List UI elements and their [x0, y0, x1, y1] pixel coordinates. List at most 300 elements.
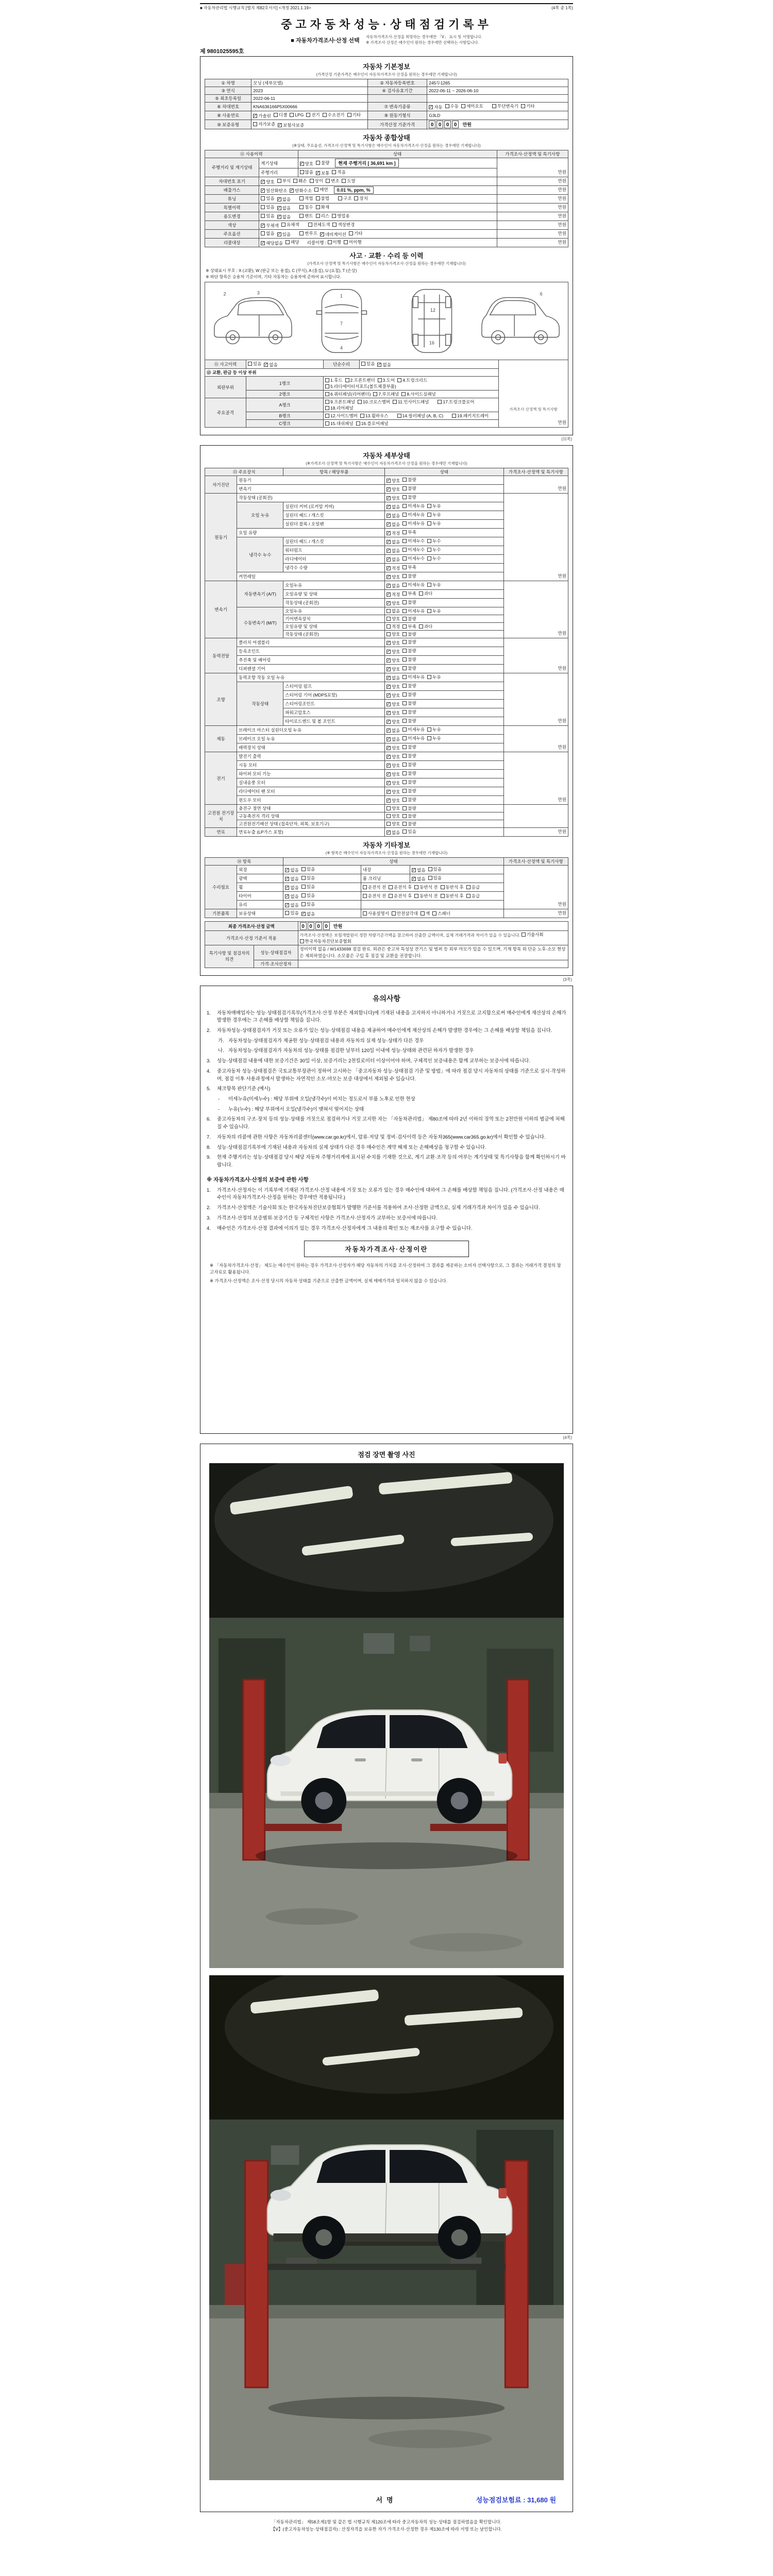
- checkbox-option[interactable]: [373, 391, 399, 397]
- checkbox-option[interactable]: [261, 204, 274, 210]
- checkbox-option[interactable]: [402, 761, 416, 768]
- checkbox-option[interactable]: [261, 179, 274, 185]
- amount-cell: 만원: [497, 230, 568, 239]
- checkbox-option[interactable]: [389, 884, 412, 890]
- field-label: ⑨ 원동기형식: [367, 111, 427, 120]
- checkbox-option[interactable]: [466, 884, 480, 890]
- device-label: 주요옵션: [205, 230, 259, 239]
- checkbox-option[interactable]: [386, 829, 400, 836]
- checkbox-option[interactable]: [452, 413, 489, 419]
- checkbox-option[interactable]: [402, 718, 416, 724]
- checkbox-option[interactable]: [402, 709, 416, 715]
- checkbox-label: 미이행: [348, 240, 362, 245]
- checkbox-option[interactable]: [386, 762, 400, 769]
- accident-title: 사고 · 교환 · 수리 등 이력: [349, 252, 424, 260]
- checkbox-option[interactable]: [277, 205, 291, 211]
- notice-item-text: 자동차매매업자는 성능·상태점검기록부(가격조사·산정 부분은 제외합니다)에 기재된 내용을 고지하지 아니하거나 거짓으로 고지함으로써 매수인에게 재산상의 손해가 발생한 경우에는 그 손해를 배상할 책임을 집니다.: [217, 1010, 566, 1024]
- checkbox-option[interactable]: [402, 608, 425, 614]
- checkbox-option[interactable]: [412, 876, 425, 882]
- checkbox-option[interactable]: [285, 867, 298, 873]
- item-label: 작동상태 (공회전): [237, 494, 385, 502]
- state-cell: [259, 204, 497, 212]
- item-label: 충전구 절연 상태: [237, 805, 385, 812]
- checkbox-option[interactable]: [386, 530, 400, 536]
- checkbox-label: 없음: [290, 868, 299, 873]
- item-label: 룸 크리닝: [361, 874, 410, 883]
- checkbox-option[interactable]: [389, 893, 412, 899]
- checkbox-option[interactable]: [402, 828, 416, 835]
- checkbox-option[interactable]: [325, 391, 371, 397]
- checkbox-icon: [402, 556, 407, 561]
- checkbox-icon: [356, 421, 360, 426]
- checkbox-option[interactable]: [363, 910, 389, 917]
- checkbox-icon: [419, 591, 423, 596]
- checkbox-option[interactable]: [427, 582, 441, 588]
- checkbox-option[interactable]: [402, 573, 416, 579]
- checkbox-option[interactable]: [277, 214, 291, 220]
- checkbox-option[interactable]: [402, 503, 425, 509]
- checkbox-option[interactable]: [386, 805, 400, 811]
- checkbox-icon: ✓: [261, 223, 265, 228]
- car-top-view-diagram: [298, 285, 385, 357]
- checkbox-option[interactable]: [386, 583, 400, 589]
- checkbox-option[interactable]: [386, 478, 400, 484]
- checkbox-option[interactable]: [397, 377, 427, 383]
- checkbox-option[interactable]: [306, 112, 320, 118]
- checkbox-icon: [299, 231, 304, 235]
- checkbox-option[interactable]: [290, 188, 312, 194]
- checkbox-option[interactable]: [412, 867, 425, 873]
- checkbox-option[interactable]: [386, 608, 400, 614]
- checkbox-option[interactable]: [441, 884, 464, 890]
- checkbox-option[interactable]: [386, 521, 400, 528]
- checkbox-option[interactable]: [253, 121, 275, 127]
- checkbox-icon: ✓: [386, 745, 391, 750]
- checkbox-option[interactable]: [386, 504, 400, 510]
- checkbox-option[interactable]: [281, 222, 299, 228]
- checkbox-option[interactable]: [402, 547, 425, 553]
- checkbox-option[interactable]: [461, 103, 483, 109]
- checkbox-option[interactable]: [323, 112, 345, 118]
- checkbox-option[interactable]: [349, 230, 362, 236]
- checkbox-option[interactable]: [402, 753, 416, 759]
- checkbox-option[interactable]: [332, 222, 355, 228]
- notice-item-text: 매수인은 가격조사·산정 결과에 이의가 있는 경우 가격조사·산정자에게 그 내용의 확인 또는 재조사를 요구할 수 있습니다.: [217, 1225, 473, 1231]
- checkbox-option[interactable]: [427, 503, 441, 509]
- amount-cell: 만원: [497, 239, 568, 247]
- checkbox-option[interactable]: [402, 494, 416, 500]
- notice-item-number: 2.: [207, 1027, 211, 1033]
- checkbox-option[interactable]: [320, 231, 346, 238]
- item-label: 휠: [237, 883, 283, 892]
- checkbox-option[interactable]: [277, 196, 291, 202]
- car-name-value: 모닝 (세부모델): [251, 79, 368, 87]
- notice-item: [207, 1010, 566, 1025]
- checkbox-option[interactable]: [285, 239, 299, 245]
- checkbox-option[interactable]: [360, 413, 389, 419]
- checkbox-option[interactable]: [427, 555, 441, 562]
- checkbox-option[interactable]: [358, 399, 390, 405]
- checkbox-option[interactable]: [445, 103, 459, 109]
- checkbox-option[interactable]: [402, 538, 425, 544]
- checkbox-option[interactable]: [402, 813, 416, 819]
- table-row: [205, 195, 568, 204]
- checkbox-option[interactable]: [386, 666, 400, 672]
- checkbox-option[interactable]: [325, 377, 343, 383]
- checkbox-label: 19.패키지트레이: [457, 413, 489, 418]
- checkbox-option[interactable]: [402, 744, 416, 750]
- checkbox-option[interactable]: [402, 770, 416, 776]
- checkbox-option[interactable]: [521, 103, 534, 109]
- note-box: 0.01 %, ppm, %: [334, 187, 374, 194]
- footer-line-2: 【Ⅴ】(중고자동차성능·상태점검자) : 산정자격을 보유한 자가 가격조사·산정한 경우 제130조에 따라 서명 또는 날인합니다.: [271, 2526, 502, 2532]
- checkbox-option[interactable]: [402, 631, 416, 637]
- item-label: 변속기: [237, 485, 385, 494]
- checkbox-option[interactable]: [414, 884, 438, 890]
- car-damage-diagram: [205, 282, 568, 360]
- checkbox-option[interactable]: [301, 884, 315, 890]
- checkbox-option[interactable]: [332, 169, 345, 175]
- checkbox-option[interactable]: [386, 754, 400, 760]
- checkbox-option[interactable]: [386, 631, 400, 637]
- checkbox-option[interactable]: [363, 884, 386, 890]
- checkbox-option[interactable]: [402, 656, 416, 663]
- checkbox-icon: ✓: [386, 548, 391, 553]
- field-label: ② 자동차등록번호: [367, 79, 427, 87]
- checkbox-option[interactable]: [386, 616, 400, 622]
- checkbox-option[interactable]: [402, 779, 416, 785]
- checkbox-option[interactable]: [301, 911, 315, 917]
- item-label: 스티어링조인트: [283, 700, 385, 708]
- checkbox-option[interactable]: [278, 122, 304, 128]
- checkbox-option[interactable]: [314, 187, 328, 193]
- checkbox-option[interactable]: [316, 213, 329, 219]
- checkbox-option[interactable]: [402, 683, 416, 689]
- checkbox-option[interactable]: [285, 902, 298, 908]
- checkbox-option[interactable]: [393, 399, 429, 405]
- checkbox-option[interactable]: [386, 710, 400, 716]
- price-unit: 만원: [462, 122, 472, 127]
- checkbox-option[interactable]: [277, 231, 291, 238]
- checkbox-option[interactable]: [402, 821, 416, 827]
- checkbox-option[interactable]: [354, 195, 367, 201]
- checkbox-option[interactable]: [261, 195, 274, 201]
- checkbox-option[interactable]: [277, 178, 291, 184]
- checkbox-option[interactable]: [361, 361, 375, 367]
- checkbox-option[interactable]: [325, 405, 354, 411]
- checkbox-option[interactable]: [293, 178, 307, 184]
- checkbox-option[interactable]: [402, 599, 416, 605]
- checkbox-option[interactable]: [419, 590, 432, 597]
- checkbox-option[interactable]: [386, 684, 400, 690]
- checkbox-icon: [325, 414, 329, 418]
- checkbox-icon: ✓: [261, 188, 265, 193]
- checkbox-option[interactable]: [386, 771, 400, 777]
- checkbox-icon: ✓: [316, 171, 320, 175]
- checkbox-option[interactable]: [386, 486, 400, 493]
- checkbox-option[interactable]: [386, 649, 400, 655]
- checkbox-option[interactable]: [402, 648, 416, 654]
- checkbox-icon: ✓: [285, 903, 289, 907]
- checkbox-option[interactable]: [402, 674, 425, 680]
- checkbox-option[interactable]: [419, 623, 432, 630]
- price-basis-label: 가격조사·산정 기준서 적용: [205, 931, 298, 945]
- state-cell: [384, 761, 503, 770]
- legend-line-2: ※ 하단 항목은 승용차 기준이며, 기타 자동차는 승용차에 준하여 표시합니다.: [206, 275, 341, 279]
- checkbox-option[interactable]: [316, 204, 329, 210]
- checkbox-option[interactable]: [386, 495, 400, 501]
- checkbox-label: 불량: [408, 616, 416, 621]
- checkbox-option[interactable]: [386, 640, 400, 646]
- checkbox-icon: ✓: [386, 789, 391, 794]
- checkbox-option[interactable]: [466, 893, 480, 899]
- checkbox-option[interactable]: [299, 204, 313, 210]
- checkbox-option[interactable]: [325, 420, 354, 427]
- checkbox-option[interactable]: [344, 239, 362, 245]
- item-label: 워터펌프: [283, 546, 385, 555]
- checkbox-option[interactable]: [492, 103, 518, 109]
- checkbox-icon: ✓: [290, 188, 294, 193]
- checkbox-option[interactable]: [378, 377, 395, 383]
- checkbox-option[interactable]: [401, 391, 435, 397]
- checkbox-option[interactable]: [326, 178, 339, 184]
- checkbox-option[interactable]: [386, 798, 400, 804]
- checkbox-icon: [386, 617, 391, 621]
- checkbox-label: 불량: [408, 683, 416, 688]
- checkbox-option[interactable]: [386, 821, 400, 827]
- checkbox-option[interactable]: [421, 910, 430, 917]
- checkbox-option[interactable]: [402, 623, 416, 630]
- table-header-row: [205, 150, 568, 158]
- checkbox-option[interactable]: [261, 223, 279, 229]
- checkbox-option[interactable]: [402, 555, 425, 562]
- checkbox-label: 동반석 후: [445, 893, 464, 899]
- checkbox-option[interactable]: [386, 591, 400, 598]
- checkbox-icon: [308, 223, 312, 227]
- checkbox-option[interactable]: [301, 892, 315, 899]
- checkbox-icon: [349, 231, 353, 235]
- checkbox-option[interactable]: [300, 938, 351, 944]
- checkbox-option[interactable]: [386, 745, 400, 751]
- checkbox-icon: [522, 933, 526, 937]
- checkbox-option[interactable]: [248, 361, 261, 367]
- checkbox-icon: ✓: [386, 504, 391, 509]
- checkbox-icon: ✓: [386, 754, 391, 759]
- checkbox-option[interactable]: [301, 901, 315, 907]
- checkbox-option[interactable]: [386, 727, 400, 734]
- checkbox-icon: ✓: [277, 197, 281, 201]
- checkbox-option[interactable]: [345, 377, 375, 383]
- state-cell: [384, 537, 503, 546]
- checkbox-icon: ✓: [386, 781, 391, 785]
- accident-history-label: ⑪ 사고이력: [205, 360, 246, 369]
- checkbox-option[interactable]: [316, 195, 329, 201]
- checkbox-option[interactable]: [402, 796, 416, 803]
- checkbox-option[interactable]: [392, 910, 418, 917]
- checkbox-option[interactable]: [386, 574, 400, 580]
- checkbox-option[interactable]: [427, 608, 441, 614]
- checkbox-option[interactable]: [386, 736, 400, 742]
- checkbox-option[interactable]: [386, 600, 400, 606]
- checkbox-option[interactable]: [386, 565, 400, 571]
- checkbox-option[interactable]: [274, 112, 287, 118]
- item-label: 스티어링 기어 (MDPS포함): [283, 691, 385, 700]
- checkbox-label: 이행: [332, 240, 341, 245]
- checkbox-option[interactable]: [402, 512, 425, 518]
- checkbox-option[interactable]: [325, 413, 358, 419]
- checkbox-option[interactable]: [402, 529, 416, 535]
- checkbox-option[interactable]: [427, 547, 441, 553]
- checkbox-option[interactable]: [325, 383, 396, 389]
- checkbox-option[interactable]: [522, 931, 544, 938]
- checkbox-option[interactable]: [414, 893, 438, 899]
- checkbox-option[interactable]: [402, 700, 416, 706]
- checkbox-option[interactable]: [427, 726, 441, 733]
- checkbox-option[interactable]: [402, 735, 425, 741]
- checkbox-option[interactable]: [427, 520, 441, 527]
- checkbox-icon: [299, 196, 304, 200]
- checkbox-icon: [386, 632, 391, 636]
- checkbox-option[interactable]: [300, 169, 313, 175]
- checkbox-option[interactable]: [402, 485, 416, 492]
- checkbox-option[interactable]: [261, 240, 283, 246]
- checkbox-label: 양호: [391, 632, 400, 637]
- checkbox-option[interactable]: [325, 399, 355, 405]
- checkbox-option[interactable]: [285, 885, 298, 891]
- checkbox-label: 자동: [434, 105, 443, 110]
- checkbox-option[interactable]: [427, 735, 441, 741]
- checkbox-option[interactable]: [386, 780, 400, 786]
- checkbox-option[interactable]: [308, 222, 330, 228]
- state-cell: [361, 909, 503, 918]
- amount-cell: 만원: [503, 909, 568, 918]
- checkbox-option[interactable]: [402, 564, 416, 570]
- checkbox-option[interactable]: [402, 590, 416, 597]
- checkbox-option[interactable]: [402, 639, 416, 645]
- checkbox-option[interactable]: [285, 893, 298, 900]
- checkbox-option[interactable]: [386, 813, 400, 819]
- checkbox-icon: [378, 378, 382, 382]
- checkbox-icon: [402, 684, 407, 688]
- checkbox-option[interactable]: [342, 178, 355, 184]
- checkbox-option[interactable]: [316, 170, 329, 176]
- checkbox-option[interactable]: [332, 213, 350, 219]
- checkbox-icon: ✓: [264, 362, 268, 367]
- checkbox-label: 양호: [305, 161, 313, 166]
- checkbox-label: 훼손: [298, 178, 307, 183]
- checkbox-option[interactable]: [427, 512, 441, 518]
- checkbox-option[interactable]: [261, 188, 287, 194]
- checkbox-option[interactable]: [386, 539, 400, 545]
- checkbox-label: 12.사이드멤버: [330, 413, 358, 418]
- checkbox-option[interactable]: [432, 910, 450, 917]
- checkbox-option[interactable]: [402, 726, 425, 733]
- checkbox-option[interactable]: [429, 104, 442, 110]
- checkbox-option[interactable]: [386, 556, 400, 563]
- checkbox-option[interactable]: [386, 548, 400, 554]
- checkbox-option[interactable]: [261, 230, 274, 236]
- checkbox-icon: [386, 822, 391, 826]
- checkbox-option[interactable]: [328, 239, 341, 245]
- checkbox-option[interactable]: [290, 112, 304, 117]
- checkbox-option[interactable]: [301, 866, 315, 872]
- checkbox-option[interactable]: [299, 195, 313, 201]
- checkbox-option[interactable]: [386, 657, 400, 664]
- table-row: [205, 476, 568, 485]
- checkbox-option[interactable]: [397, 413, 444, 419]
- detail-subtitle: (※가격조사·산정액 및 특기사항은 매수인이 자동차가격조사·산정을 원하는 경우에만 기재합니다): [306, 461, 467, 466]
- checkbox-option[interactable]: [316, 160, 329, 166]
- checkbox-label: 부족: [408, 530, 416, 535]
- checkbox-option[interactable]: [301, 875, 315, 881]
- checkbox-icon: [466, 885, 470, 889]
- checkbox-label: 보통: [321, 171, 330, 176]
- notice-item-text: 중고자동차의 구조·장치 등의 성능·상태를 거짓으로 점검하거나 거짓 고지한 자는 「자동차관리법」 제80조에 따라 2년 이하의 징역 또는 2천만원 이하의 벌금에 처해질 수 있습니다.: [217, 1116, 565, 1130]
- checkbox-option[interactable]: [402, 788, 416, 794]
- checkbox-label: 양호: [266, 179, 275, 184]
- checkbox-option[interactable]: [363, 893, 386, 899]
- checkbox-option[interactable]: [402, 520, 425, 527]
- checkbox-option[interactable]: [386, 701, 400, 707]
- checkbox-label: 14.필러패널 (A, B, C): [402, 413, 444, 418]
- checkbox-option[interactable]: [402, 691, 416, 698]
- checkbox-option[interactable]: [386, 675, 400, 681]
- checkbox-label: 10.크로스멤버: [363, 399, 391, 404]
- price-digit-boxes: [429, 122, 460, 127]
- checkbox-option[interactable]: [427, 538, 441, 544]
- checkbox-label: 한국자동차진단보증협회: [305, 939, 351, 944]
- checkbox-option[interactable]: [299, 213, 313, 219]
- checkbox-option[interactable]: [338, 195, 351, 201]
- checkbox-option[interactable]: [264, 362, 277, 368]
- checkbox-option[interactable]: [356, 420, 389, 427]
- checkbox-option[interactable]: [347, 112, 361, 118]
- checkbox-icon: [393, 400, 397, 404]
- checkbox-option[interactable]: [285, 910, 298, 916]
- checkbox-option[interactable]: [402, 665, 416, 671]
- item-label: 기어변속장치: [283, 615, 385, 623]
- checkbox-option[interactable]: [386, 692, 400, 699]
- checkbox-option[interactable]: [386, 623, 400, 630]
- checkbox-option[interactable]: [427, 674, 441, 680]
- checkbox-option[interactable]: [386, 789, 400, 795]
- checkbox-option[interactable]: [402, 582, 425, 588]
- checkbox-option[interactable]: [438, 399, 474, 405]
- checkbox-option[interactable]: [300, 161, 313, 167]
- state-cell: [384, 572, 503, 581]
- checkbox-label: 누유: [432, 727, 441, 732]
- checkbox-option[interactable]: [253, 113, 271, 119]
- checkbox-option[interactable]: [299, 230, 317, 236]
- checkbox-option[interactable]: [402, 805, 416, 811]
- item-label: 디퍼렌셜 기어: [237, 665, 385, 673]
- notice-item: [207, 1047, 566, 1055]
- checkbox-option[interactable]: [441, 893, 464, 899]
- select-notes: [366, 35, 482, 45]
- checkbox-option[interactable]: [428, 866, 442, 872]
- checkbox-option[interactable]: [261, 213, 274, 219]
- checkbox-option[interactable]: [310, 178, 323, 184]
- checkbox-option[interactable]: [377, 362, 391, 368]
- checkbox-label: 불량: [408, 632, 416, 637]
- checkbox-option[interactable]: [402, 477, 416, 483]
- checkbox-option[interactable]: [428, 875, 442, 881]
- checkbox-label: 기타: [354, 231, 363, 236]
- checkbox-option[interactable]: [285, 876, 298, 882]
- checkbox-option[interactable]: [402, 616, 416, 622]
- checkbox-option[interactable]: [386, 513, 400, 519]
- checkbox-option[interactable]: [386, 719, 400, 725]
